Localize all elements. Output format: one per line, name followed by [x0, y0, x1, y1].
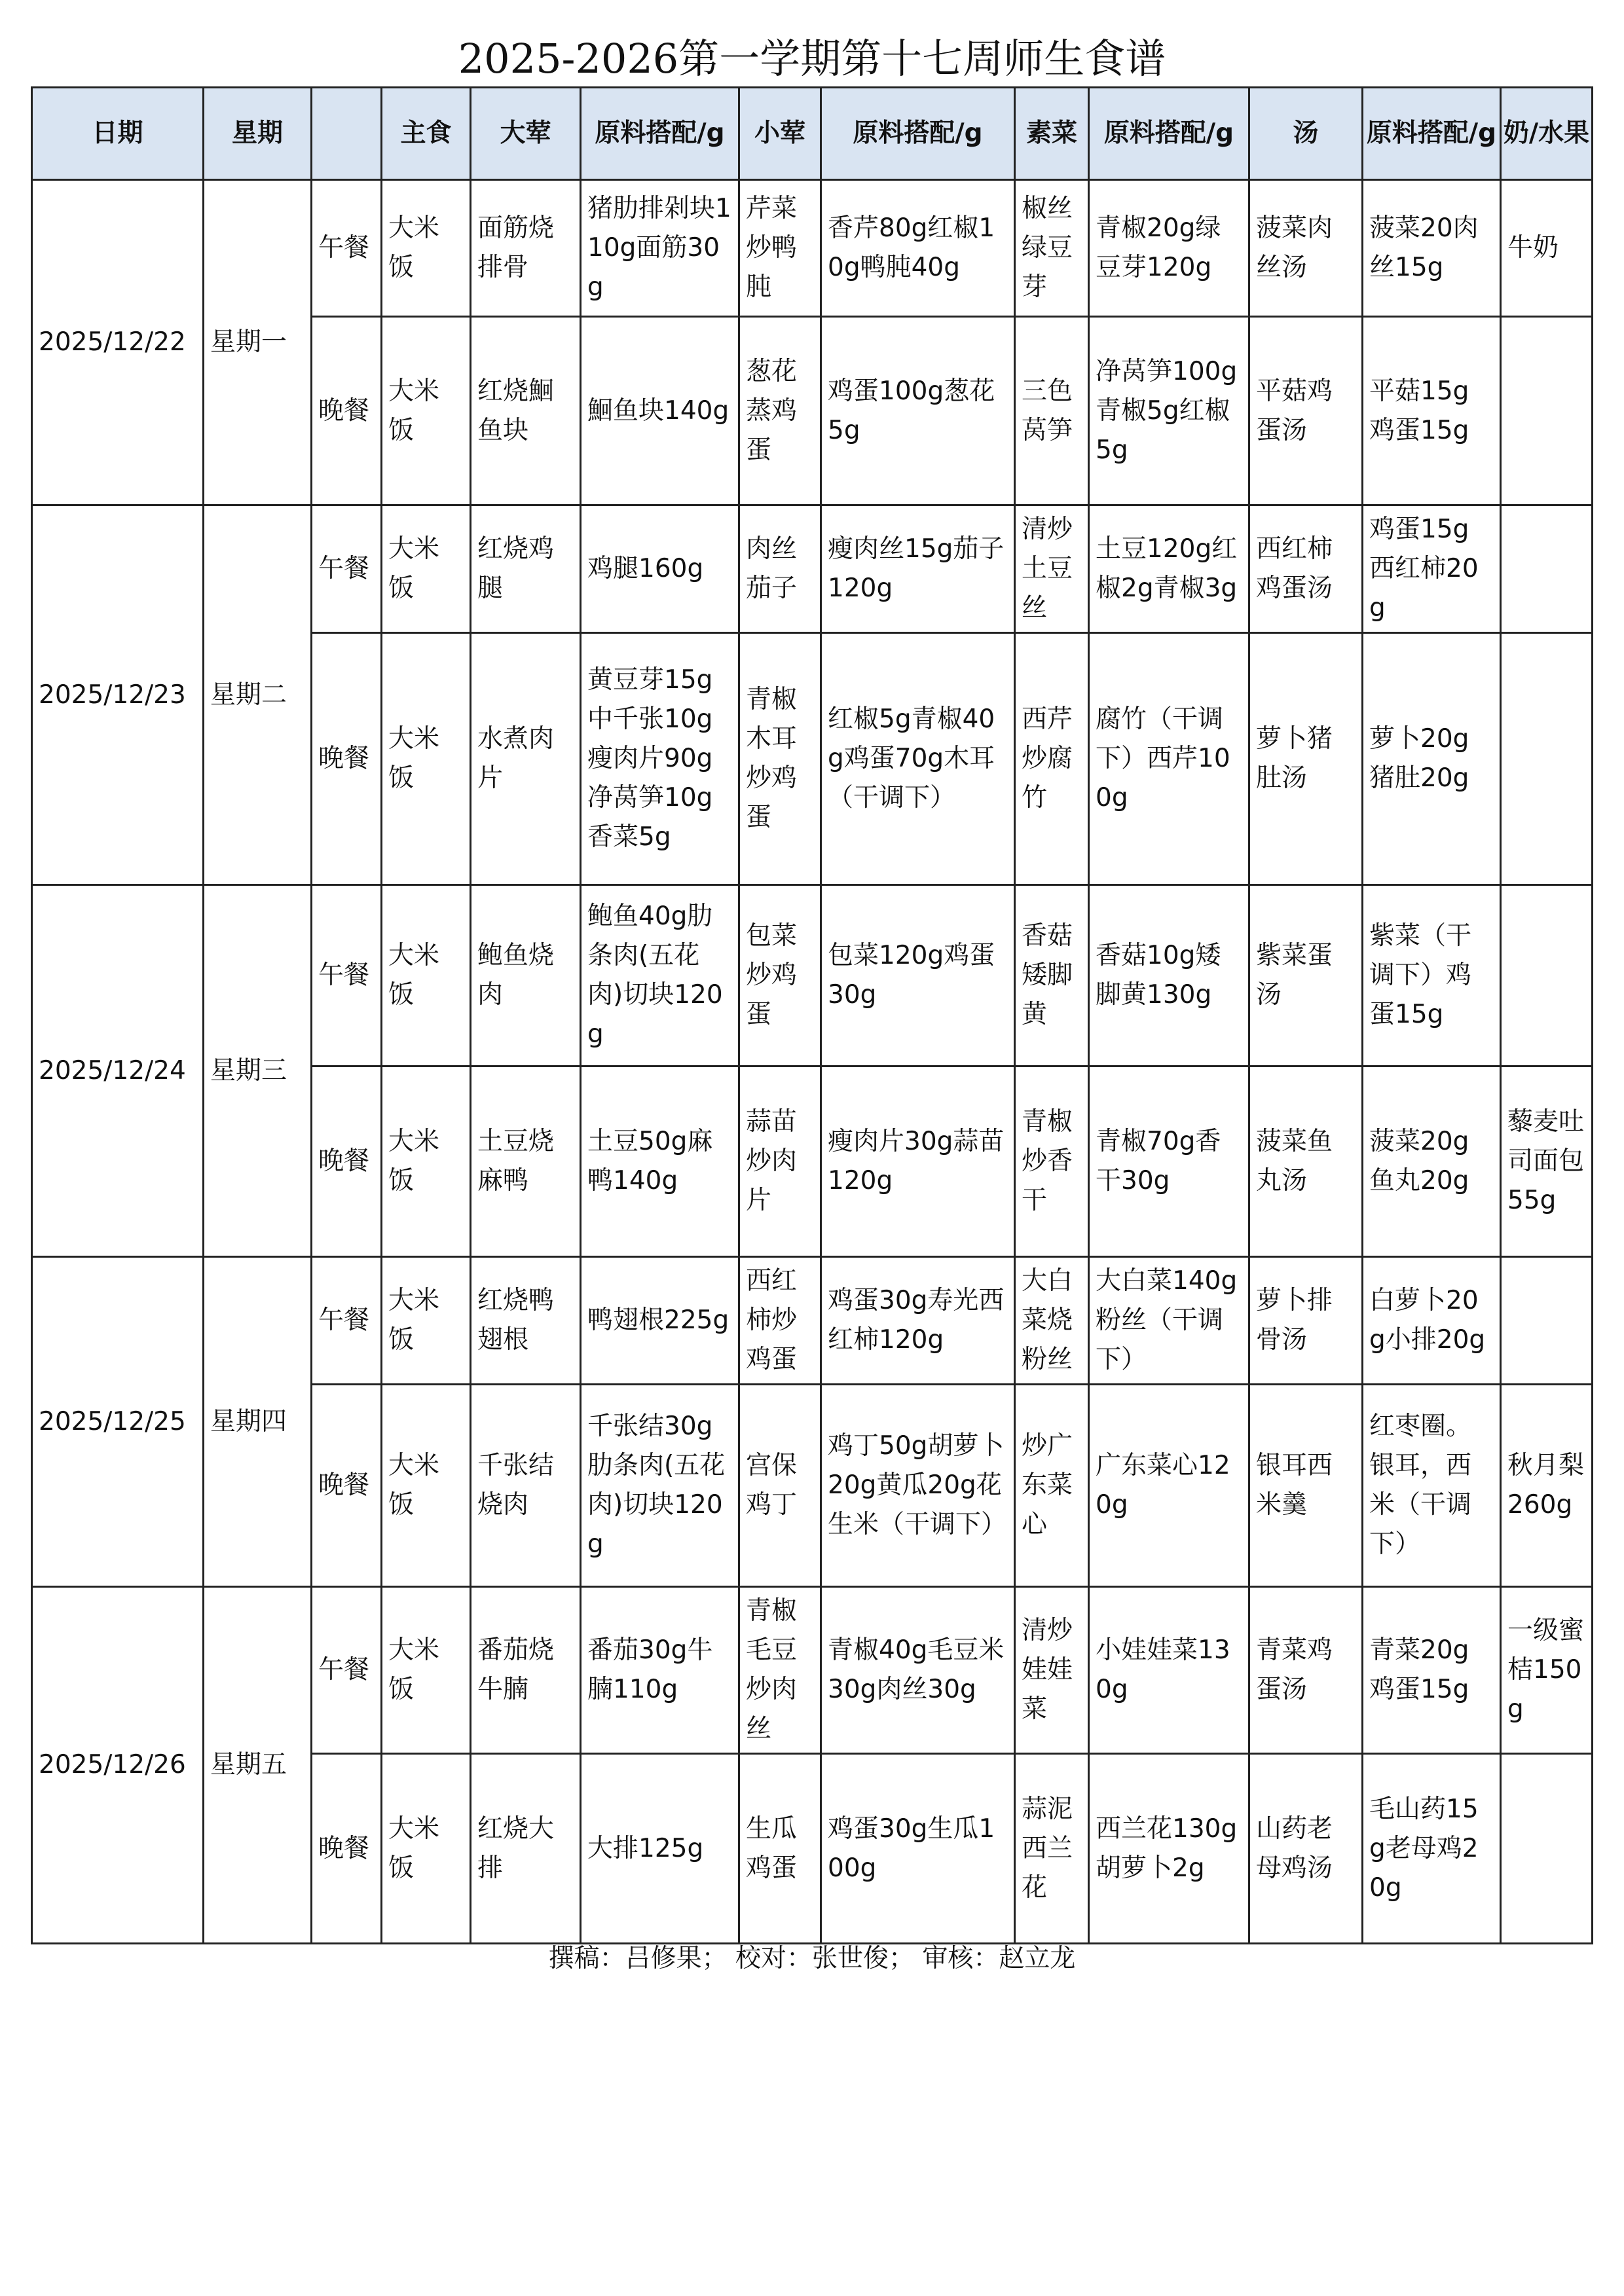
vegetable-cell: 椒丝绿豆芽 [1015, 180, 1089, 317]
table-row [32, 180, 1593, 317]
date-cell: 2025/12/24 [32, 885, 204, 1257]
meal-cell: 晚餐 [312, 1385, 382, 1587]
menu-table [31, 86, 1593, 1944]
soup-ingredients-cell: 菠菜20肉丝15g [1363, 180, 1501, 317]
side-meat-cell: 包菜炒鸡蛋 [739, 885, 821, 1066]
milk-fruit-cell: 牛奶 [1501, 180, 1593, 317]
soup-ingredients-cell: 白萝卜20g小排20g [1363, 1257, 1501, 1385]
side-meat-ingredients-cell: 香芹80g红椒10g鸭肫40g [821, 180, 1015, 317]
vegetable-cell: 三色莴笋 [1015, 317, 1089, 505]
soup-cell: 萝卜猪肚汤 [1249, 633, 1363, 885]
main-meat-cell: 红烧鮰鱼块 [471, 317, 581, 505]
staple-cell: 大米饭 [382, 1754, 471, 1944]
meal-cell: 晚餐 [312, 633, 382, 885]
date-cell: 2025/12/23 [32, 505, 204, 885]
milk-fruit-cell [1501, 505, 1593, 633]
main-meat-cell: 红烧大排 [471, 1754, 581, 1944]
vegetable-ingredients-cell: 净莴笋100g青椒5g红椒5g [1089, 317, 1249, 505]
side-meat-ingredients-cell: 鸡蛋30g生瓜100g [821, 1754, 1015, 1944]
side-meat-ingredients-cell: 瘦肉丝15g茄子120g [821, 505, 1015, 633]
soup-cell: 平菇鸡蛋汤 [1249, 317, 1363, 505]
side-meat-cell: 青椒毛豆炒肉丝 [739, 1587, 821, 1754]
soup-cell: 菠菜肉丝汤 [1249, 180, 1363, 317]
vegetable-cell: 清炒娃娃菜 [1015, 1587, 1089, 1754]
credits-footer: 撰稿：吕修果； 校对：张世俊； 审核：赵立龙 [548, 1944, 1076, 1973]
soup-cell: 青菜鸡蛋汤 [1249, 1587, 1363, 1754]
soup-ingredients-cell: 紫菜（干调下）鸡蛋15g [1363, 885, 1501, 1066]
table-row [32, 885, 1593, 1066]
vegetable-ingredients-cell: 青椒20g绿豆芽120g [1089, 180, 1249, 317]
staple-cell: 大米饭 [382, 885, 471, 1066]
soup-ingredients-cell: 萝卜20g猪肚20g [1363, 633, 1501, 885]
vegetable-ingredients-cell: 青椒70g香干30g [1089, 1066, 1249, 1257]
vegetable-ingredients-cell: 小娃娃菜130g [1089, 1587, 1249, 1754]
main-meat-cell: 千张结烧肉 [471, 1385, 581, 1587]
table-row [32, 505, 1593, 633]
staple-cell: 大米饭 [382, 1385, 471, 1587]
header-staple: 主食 [382, 88, 471, 180]
main-meat-ingredients-cell: 鮰鱼块140g [581, 317, 739, 505]
main-meat-ingredients-cell: 番茄30g牛腩110g [581, 1587, 739, 1754]
weekday-cell: 星期四 [204, 1257, 312, 1587]
meal-cell: 午餐 [312, 1587, 382, 1754]
soup-cell: 紫菜蛋汤 [1249, 885, 1363, 1066]
date-cell: 2025/12/25 [32, 1257, 204, 1587]
staple-cell: 大米饭 [382, 633, 471, 885]
main-meat-cell: 红烧鸭翅根 [471, 1257, 581, 1385]
side-meat-cell: 肉丝茄子 [739, 505, 821, 633]
main-meat-cell: 鲍鱼烧肉 [471, 885, 581, 1066]
side-meat-cell: 芹菜炒鸭肫 [739, 180, 821, 317]
main-meat-ingredients-cell: 土豆50g麻鸭140g [581, 1066, 739, 1257]
staple-cell: 大米饭 [382, 1066, 471, 1257]
weekday-cell: 星期三 [204, 885, 312, 1257]
header-milk-fruit: 奶/水果 [1501, 88, 1593, 180]
meal-cell: 晚餐 [312, 1754, 382, 1944]
side-meat-cell: 宫保鸡丁 [739, 1385, 821, 1587]
vegetable-ingredients-cell: 广东菜心120g [1089, 1385, 1249, 1587]
header-meal [312, 88, 382, 180]
meal-cell: 午餐 [312, 885, 382, 1066]
side-meat-ingredients-cell: 鸡蛋100g葱花5g [821, 317, 1015, 505]
side-meat-cell: 生瓜鸡蛋 [739, 1754, 821, 1944]
header-soup: 汤 [1249, 88, 1363, 180]
main-meat-cell: 水煮肉片 [471, 633, 581, 885]
staple-cell: 大米饭 [382, 505, 471, 633]
staple-cell: 大米饭 [382, 180, 471, 317]
meal-cell: 晚餐 [312, 1066, 382, 1257]
side-meat-ingredients-cell: 瘦肉片30g蒜苗120g [821, 1066, 1015, 1257]
staple-cell: 大米饭 [382, 317, 471, 505]
staple-cell: 大米饭 [382, 1257, 471, 1385]
soup-ingredients-cell: 鸡蛋15g西红柿20g [1363, 505, 1501, 633]
main-meat-cell: 红烧鸡腿 [471, 505, 581, 633]
vegetable-ingredients-cell: 西兰花130g胡萝卜2g [1089, 1754, 1249, 1944]
vegetable-cell: 青椒炒香干 [1015, 1066, 1089, 1257]
header-main-meat-ingredients: 原料搭配/g [581, 88, 739, 180]
soup-ingredients-cell: 红枣圈。银耳，西米（干调下） [1363, 1385, 1501, 1587]
side-meat-ingredients-cell: 包菜120g鸡蛋30g [821, 885, 1015, 1066]
vegetable-ingredients-cell: 大白菜140g粉丝（干调下） [1089, 1257, 1249, 1385]
vegetable-ingredients-cell: 香菇10g矮脚黄130g [1089, 885, 1249, 1066]
main-meat-ingredients-cell: 猪肋排剁块110g面筋30g [581, 180, 739, 317]
vegetable-cell: 炒广东菜心 [1015, 1385, 1089, 1587]
weekday-cell: 星期二 [204, 505, 312, 885]
vegetable-ingredients-cell: 土豆120g红椒2g青椒3g [1089, 505, 1249, 633]
soup-ingredients-cell: 平菇15g鸡蛋15g [1363, 317, 1501, 505]
milk-fruit-cell: 一级蜜桔150g [1501, 1587, 1593, 1754]
meal-cell: 晚餐 [312, 317, 382, 505]
table-row [32, 1587, 1593, 1754]
staple-cell: 大米饭 [382, 1587, 471, 1754]
soup-ingredients-cell: 青菜20g鸡蛋15g [1363, 1587, 1501, 1754]
weekday-cell: 星期五 [204, 1587, 312, 1944]
date-cell: 2025/12/26 [32, 1587, 204, 1944]
header-main-meat: 大荤 [471, 88, 581, 180]
milk-fruit-cell [1501, 1257, 1593, 1385]
soup-cell: 西红柿鸡蛋汤 [1249, 505, 1363, 633]
header-side-meat: 小荤 [739, 88, 821, 180]
side-meat-cell: 青椒木耳炒鸡蛋 [739, 633, 821, 885]
milk-fruit-cell [1501, 633, 1593, 885]
header-weekday: 星期 [204, 88, 312, 180]
header-side-meat-ingredients: 原料搭配/g [821, 88, 1015, 180]
main-meat-ingredients-cell: 鲍鱼40g肋条肉(五花肉)切块120g [581, 885, 739, 1066]
weekday-cell: 星期一 [204, 180, 312, 505]
vegetable-cell: 西芹炒腐竹 [1015, 633, 1089, 885]
main-meat-ingredients-cell: 黄豆芽15g中千张10g瘦肉片90g净莴笋10g香菜5g [581, 633, 739, 885]
soup-ingredients-cell: 毛山药15g老母鸡20g [1363, 1754, 1501, 1944]
soup-cell: 银耳西米羹 [1249, 1385, 1363, 1587]
milk-fruit-cell [1501, 885, 1593, 1066]
side-meat-cell: 西红柿炒鸡蛋 [739, 1257, 821, 1385]
milk-fruit-cell: 秋月梨260g [1501, 1385, 1593, 1587]
vegetable-cell: 香菇矮脚黄 [1015, 885, 1089, 1066]
soup-cell: 菠菜鱼丸汤 [1249, 1066, 1363, 1257]
main-meat-ingredients-cell: 鸭翅根225g [581, 1257, 739, 1385]
side-meat-ingredients-cell: 红椒5g青椒40g鸡蛋70g木耳（干调下） [821, 633, 1015, 885]
vegetable-cell: 蒜泥西兰花 [1015, 1754, 1089, 1944]
header-vegetable: 素菜 [1015, 88, 1089, 180]
meal-cell: 午餐 [312, 180, 382, 317]
vegetable-cell: 大白菜烧粉丝 [1015, 1257, 1089, 1385]
soup-ingredients-cell: 菠菜20g鱼丸20g [1363, 1066, 1501, 1257]
page-title: 2025-2026第一学期第十七周师生食谱 [458, 35, 1166, 82]
header-soup-ingredients: 原料搭配/g [1363, 88, 1501, 180]
side-meat-ingredients-cell: 鸡丁50g胡萝卜20g黄瓜20g花生米（干调下） [821, 1385, 1015, 1587]
header-vegetable-ingredients: 原料搭配/g [1089, 88, 1249, 180]
meal-cell: 午餐 [312, 505, 382, 633]
header-date: 日期 [32, 88, 204, 180]
vegetable-ingredients-cell: 腐竹（干调下）西芹100g [1089, 633, 1249, 885]
milk-fruit-cell [1501, 1754, 1593, 1944]
main-meat-cell: 面筋烧排骨 [471, 180, 581, 317]
meal-cell: 午餐 [312, 1257, 382, 1385]
main-meat-ingredients-cell: 大排125g [581, 1754, 739, 1944]
main-meat-ingredients-cell: 鸡腿160g [581, 505, 739, 633]
header-row [32, 88, 1593, 180]
milk-fruit-cell: 藜麦吐司面包55g [1501, 1066, 1593, 1257]
main-meat-ingredients-cell: 千张结30g肋条肉(五花肉)切块120g [581, 1385, 739, 1587]
side-meat-ingredients-cell: 鸡蛋30g寿光西红柿120g [821, 1257, 1015, 1385]
main-meat-cell: 番茄烧牛腩 [471, 1587, 581, 1754]
soup-cell: 萝卜排骨汤 [1249, 1257, 1363, 1385]
table-row [32, 1257, 1593, 1385]
side-meat-cell: 蒜苗炒肉片 [739, 1066, 821, 1257]
milk-fruit-cell [1501, 317, 1593, 505]
date-cell: 2025/12/22 [32, 180, 204, 505]
soup-cell: 山药老母鸡汤 [1249, 1754, 1363, 1944]
vegetable-cell: 清炒土豆丝 [1015, 505, 1089, 633]
side-meat-cell: 葱花蒸鸡蛋 [739, 317, 821, 505]
side-meat-ingredients-cell: 青椒40g毛豆米30g肉丝30g [821, 1587, 1015, 1754]
main-meat-cell: 土豆烧麻鸭 [471, 1066, 581, 1257]
